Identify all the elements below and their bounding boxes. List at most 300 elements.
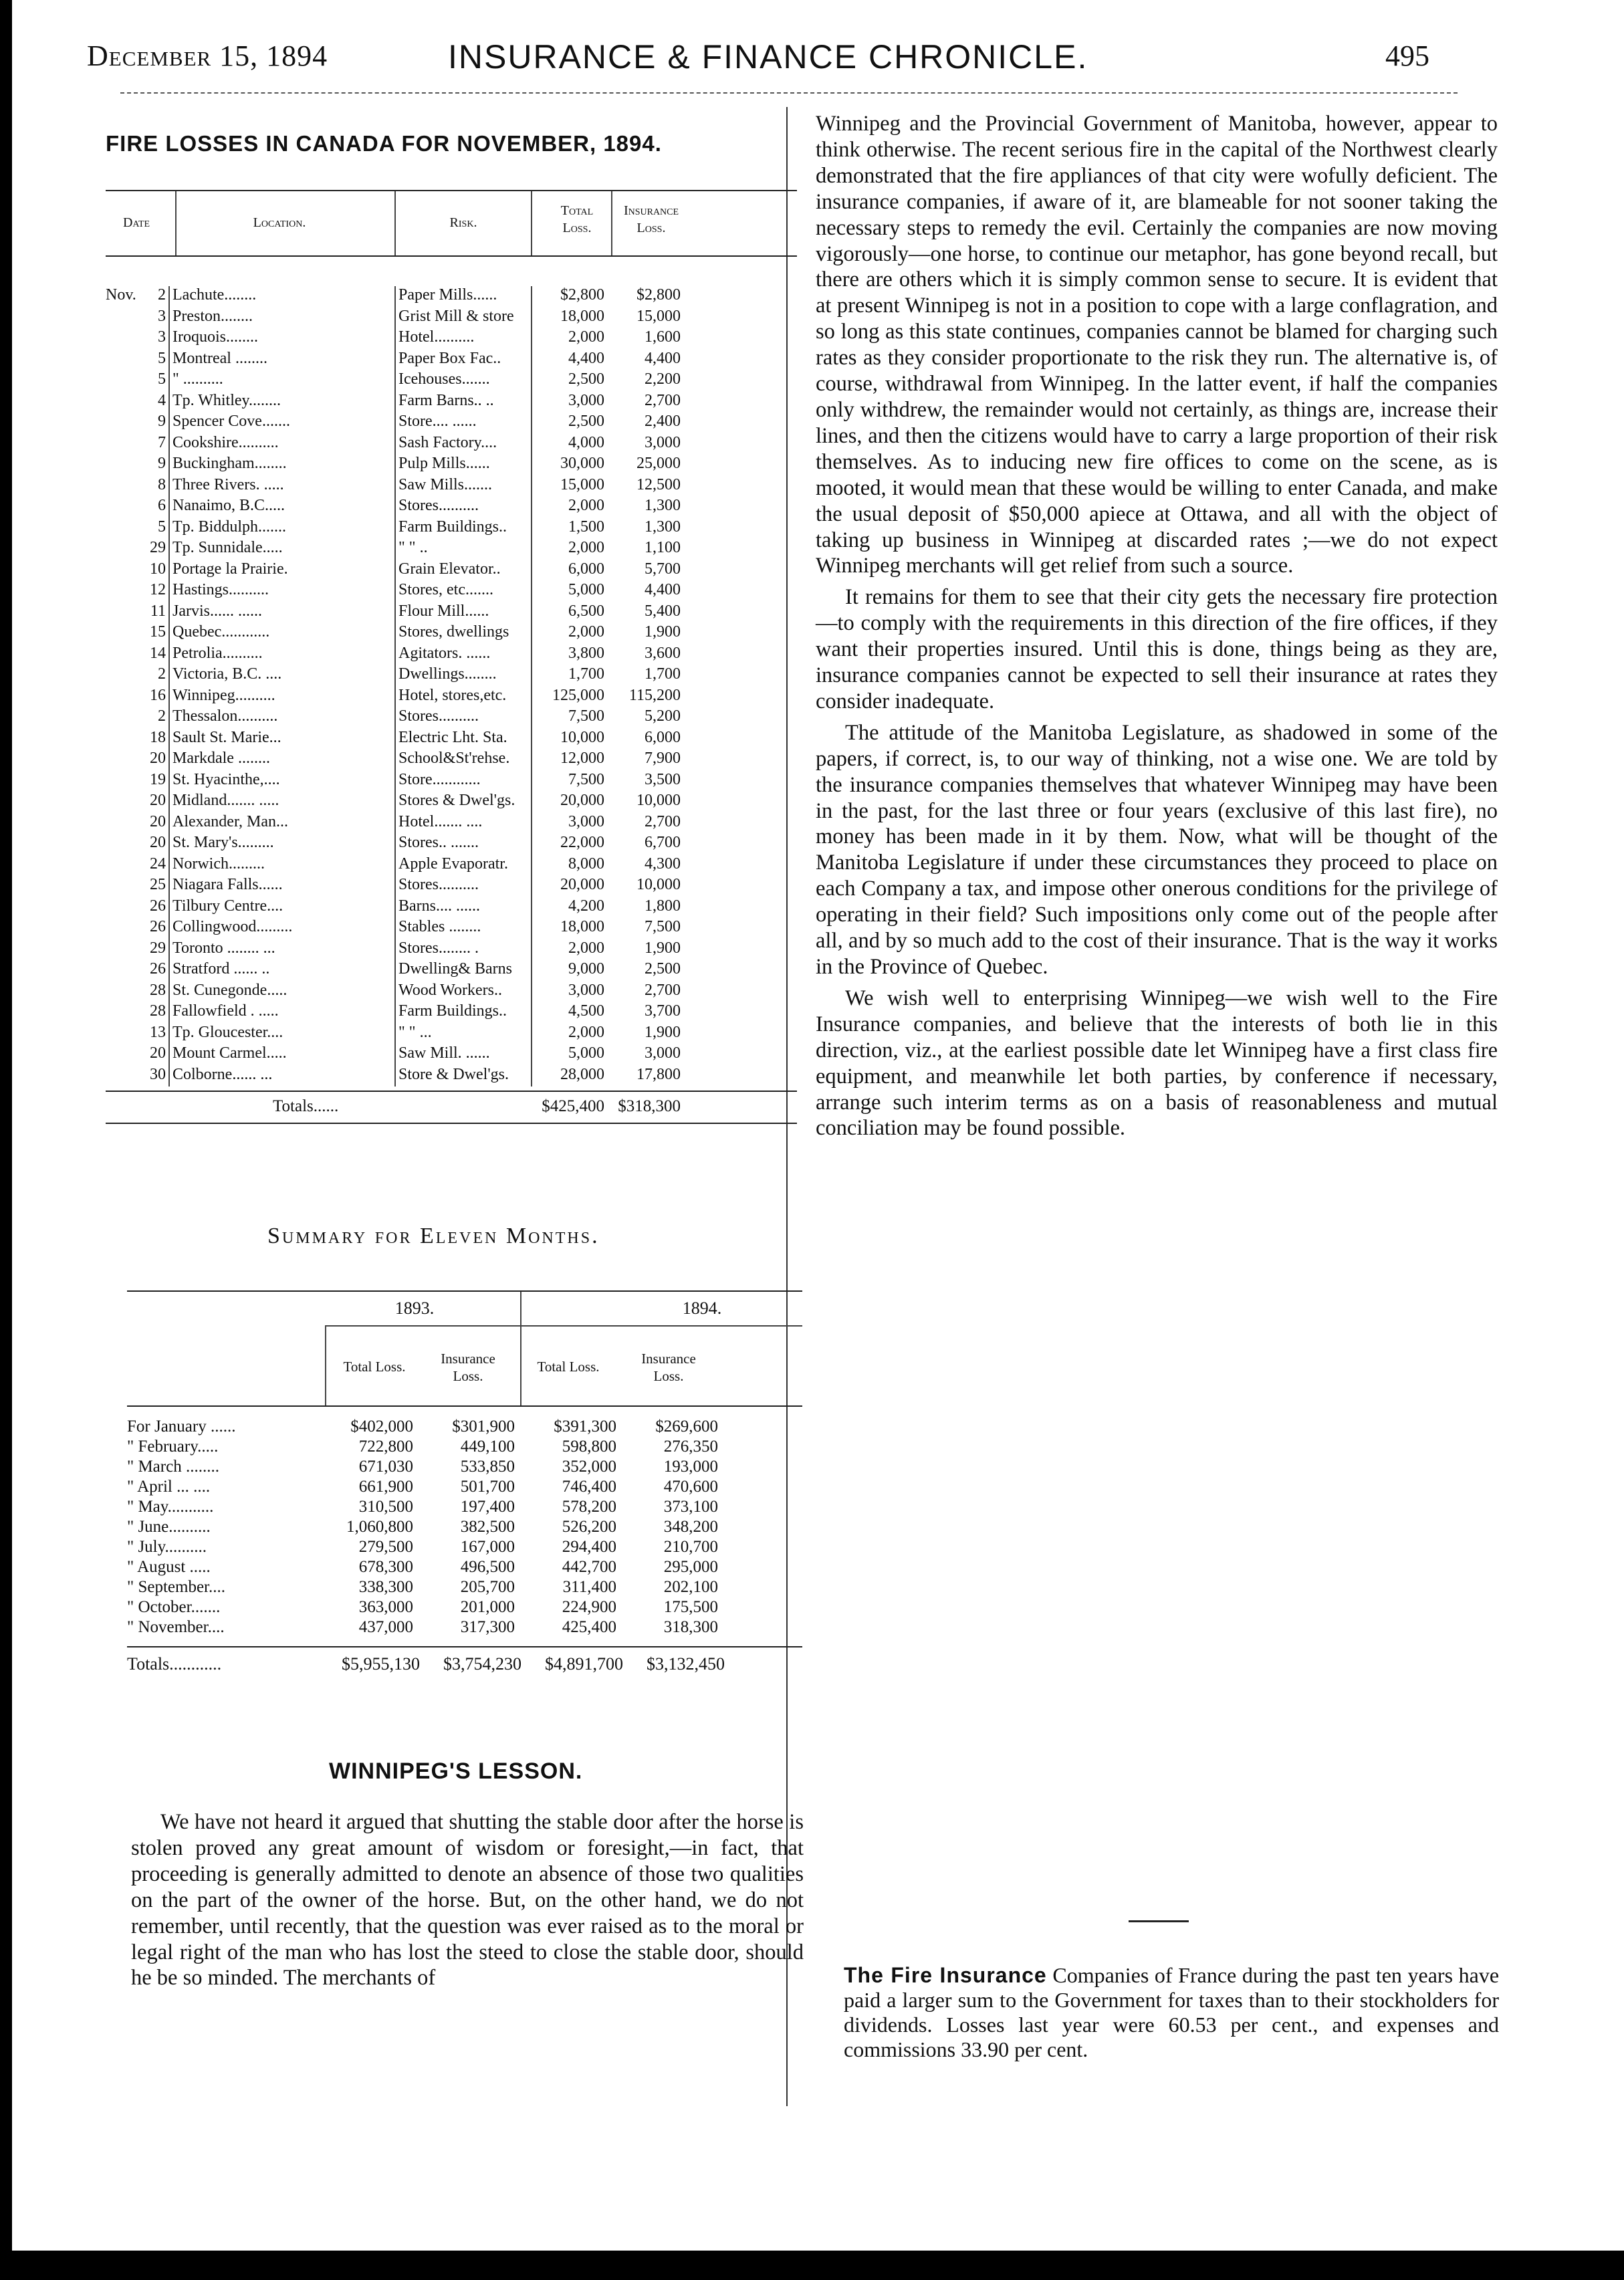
table-row bbox=[106, 750, 797, 771]
row-day: 28 bbox=[150, 981, 166, 999]
row-day: 11 bbox=[150, 602, 166, 620]
table-row bbox=[106, 897, 797, 919]
row-total-loss: 18,000 bbox=[560, 918, 604, 935]
row-value-b: 317,300 bbox=[460, 1618, 515, 1636]
row-value-a: 437,000 bbox=[358, 1618, 413, 1636]
row-risk: Stores.......... bbox=[398, 497, 479, 514]
fire-losses-heading: FIRE LOSSES IN CANADA FOR NOVEMBER, 1894. bbox=[106, 131, 662, 156]
fire-losses-table bbox=[106, 190, 797, 1124]
row-value-c: $391,300 bbox=[554, 1417, 616, 1436]
table-row bbox=[106, 328, 797, 350]
row-location: Petrolia.......... bbox=[172, 644, 263, 662]
row-risk: Sash Factory.... bbox=[398, 433, 497, 451]
row-insurance-loss: 15,000 bbox=[636, 307, 681, 325]
table-row bbox=[106, 286, 797, 308]
table-row bbox=[106, 960, 797, 982]
row-value-c: 294,400 bbox=[562, 1538, 616, 1556]
row-risk: Stores........ . bbox=[398, 939, 479, 957]
row-risk: Farm Buildings.. bbox=[398, 518, 507, 536]
table-row bbox=[106, 707, 797, 729]
row-risk: Store.... ...... bbox=[398, 413, 477, 430]
row-total-loss: 4,500 bbox=[568, 1002, 604, 1020]
row-value-d: 348,200 bbox=[663, 1518, 718, 1536]
row-location: Portage la Prairie. bbox=[172, 560, 288, 578]
row-day: 20 bbox=[150, 792, 166, 809]
row-location: Three Rivers. ..... bbox=[172, 475, 284, 493]
table-row bbox=[106, 623, 797, 645]
row-day: 10 bbox=[150, 560, 166, 578]
row-insurance-loss: 1,700 bbox=[645, 665, 681, 683]
row-risk: Dwelling& Barns bbox=[398, 960, 512, 978]
row-total-loss: 3,800 bbox=[568, 644, 604, 662]
row-location: Tp. Sunnidale..... bbox=[172, 539, 283, 556]
row-risk: Saw Mills....... bbox=[398, 475, 493, 493]
row-insurance-loss: 3,000 bbox=[645, 1044, 681, 1062]
row-day: 15 bbox=[150, 623, 166, 641]
row-risk: Apple Evaporatr. bbox=[398, 854, 508, 873]
table-row bbox=[106, 687, 797, 708]
row-value-b: 382,500 bbox=[460, 1518, 515, 1536]
row-risk: Farm Buildings.. bbox=[398, 1002, 507, 1020]
table-row bbox=[127, 1438, 802, 1458]
row-value-a: 310,500 bbox=[358, 1498, 413, 1516]
row-total-loss: 20,000 bbox=[560, 876, 604, 893]
row-total-loss: 22,000 bbox=[560, 834, 604, 851]
table-row bbox=[106, 1024, 797, 1045]
row-insurance-loss: 2,500 bbox=[645, 960, 681, 978]
row-risk: Stores.......... bbox=[398, 876, 479, 893]
row-location: Sault St. Marie... bbox=[172, 728, 281, 746]
row-month: " March ........ bbox=[127, 1458, 219, 1476]
col-date-header: Date bbox=[122, 215, 150, 230]
row-insurance-loss: 7,500 bbox=[645, 918, 681, 935]
row-total-loss: 6,500 bbox=[568, 602, 604, 620]
table-row bbox=[106, 581, 797, 602]
row-day: 3 bbox=[158, 328, 166, 346]
row-insurance-loss: 12,500 bbox=[636, 475, 681, 493]
table-row bbox=[106, 413, 797, 434]
row-value-b: 205,700 bbox=[460, 1578, 515, 1596]
row-day: 25 bbox=[150, 876, 166, 893]
france-note bbox=[844, 1963, 1499, 2062]
row-total-loss: 8,000 bbox=[568, 854, 604, 873]
row-risk: Store & Dwel'gs. bbox=[398, 1065, 509, 1083]
row-insurance-loss: 3,500 bbox=[645, 770, 681, 788]
row-total-loss: 4,000 bbox=[568, 433, 604, 451]
summary-total-b: $3,754,230 bbox=[443, 1654, 521, 1674]
row-total-loss: 6,000 bbox=[568, 560, 604, 578]
row-day: 5 bbox=[158, 370, 166, 388]
table-row bbox=[106, 813, 797, 834]
row-total-loss: 7,500 bbox=[568, 707, 604, 725]
row-day: 12 bbox=[150, 581, 166, 598]
table-row bbox=[106, 602, 797, 624]
table-row bbox=[106, 370, 797, 392]
summary-table bbox=[127, 1290, 802, 1680]
row-location: Norwich......... bbox=[172, 854, 265, 873]
fire-losses-totals-row bbox=[106, 1091, 797, 1124]
row-insurance-loss: 2,700 bbox=[645, 981, 681, 999]
row-month: " May........... bbox=[127, 1498, 214, 1516]
row-value-b: $301,900 bbox=[452, 1417, 515, 1436]
row-day: 5 bbox=[158, 349, 166, 367]
row-risk: Stores, dwellings bbox=[398, 623, 509, 641]
row-risk: Stores & Dwel'gs. bbox=[398, 792, 515, 809]
row-value-c: 578,200 bbox=[562, 1498, 616, 1516]
table-row bbox=[106, 1044, 797, 1066]
row-month: " October....... bbox=[127, 1598, 221, 1616]
row-day: 24 bbox=[150, 854, 166, 873]
summary-total-a: $5,955,130 bbox=[342, 1654, 420, 1674]
row-total-loss: 3,000 bbox=[568, 812, 604, 830]
col-ins-loss-1893-2: Loss. bbox=[453, 1368, 483, 1384]
row-value-c: 224,900 bbox=[562, 1598, 616, 1616]
row-risk: Icehouses....... bbox=[398, 370, 490, 388]
row-total-loss: 28,000 bbox=[560, 1065, 604, 1083]
row-insurance-loss: 10,000 bbox=[636, 876, 681, 893]
row-location: Preston........ bbox=[172, 307, 253, 325]
table-row bbox=[106, 1002, 797, 1024]
row-insurance-loss: 4,400 bbox=[645, 581, 681, 598]
row-total-loss: 5,000 bbox=[568, 581, 604, 598]
article-paragraph: We have not heard it argued that shutting the stable door after the horse is stolen proved any great amount of wisdom or foresight,—in fact, that proceeding is generally admitted to denote an absence of those two qualities on the part of the owner of the horse. But, on the other hand, we do not remember, until recently, that the question was ever raised as to the moral or legal right of the man who has lost the steed to close the stable door, should he be so minded. The merchants of bbox=[131, 1810, 804, 1990]
row-insurance-loss: 25,000 bbox=[636, 455, 681, 472]
row-total-loss: 18,000 bbox=[560, 307, 604, 325]
row-value-a: 363,000 bbox=[358, 1598, 413, 1616]
header-date: December 15, 1894 bbox=[87, 39, 328, 72]
table-row bbox=[127, 1458, 802, 1478]
article-paragraph: Winnipeg and the Provincial Government of Manitoba, however, appear to think otherwise. The recent serious fire in the capital of the Northwest clearly demonstrated that the fire appliances of that city were wofully deficient. The insurance companies, if aware of it, are blameable for not sooner taking the necessary steps to remedy the evil. Certainly the companies are now moving vigorously—one horse, to continue our metaphor, has gone beyond recall, but there are others which it is simply common sense to secure. It is evident that at present Winnipeg is not in a position to cope with a large conflagration, and so long as this state continues, companies cannot be blamed for charging such rates as they consider proportionate to the risk they run. The alternative is, of course, withdrawal from Winnipeg. In the latter event, if half the companies only withdrew, the remainder would not certainly, as things are, increase their lines, and then the citizens would have to carry a large proportion of their risk themselves. As to inducing new fire offices to come on the scene, as is mooted, it would mean that these would be willing to enter Canada, and make the usual deposit of $50,000 apiece at Ottawa, and all with the object of taking up business in Winnipeg at discarded rates ;—we do not expect Winnipeg merchants will get relief from such a source. bbox=[816, 112, 1498, 578]
header-title: INSURANCE & FINANCE CHRONICLE. bbox=[448, 38, 1088, 76]
row-month: Nov. bbox=[106, 286, 136, 304]
fire-totals-label: Totals...... bbox=[273, 1097, 339, 1115]
row-insurance-loss: 17,800 bbox=[636, 1065, 681, 1083]
table-row bbox=[106, 792, 797, 813]
row-location: Tp. Biddulph....... bbox=[172, 518, 287, 536]
row-day: 2 bbox=[158, 665, 166, 683]
row-day: 18 bbox=[150, 728, 166, 746]
row-location: Thessalon.......... bbox=[172, 707, 278, 725]
row-month: " April ... .... bbox=[127, 1478, 211, 1496]
row-location: Lachute........ bbox=[172, 286, 257, 304]
fire-losses-table-header bbox=[106, 190, 797, 257]
table-row bbox=[127, 1538, 802, 1558]
row-risk: Hotel, stores,etc. bbox=[398, 686, 507, 704]
row-total-loss: 20,000 bbox=[560, 792, 604, 809]
row-day: 3 bbox=[158, 307, 166, 325]
scan-edge-bottom bbox=[0, 2251, 1624, 2280]
row-total-loss: 30,000 bbox=[560, 455, 604, 472]
row-total-loss: 4,200 bbox=[568, 897, 604, 915]
section-separator bbox=[1129, 1920, 1189, 1922]
table-row bbox=[106, 350, 797, 371]
table-row bbox=[106, 771, 797, 792]
row-risk: " " ... bbox=[398, 1023, 432, 1041]
scan-edge-left bbox=[0, 0, 12, 2280]
row-value-a: 279,500 bbox=[358, 1538, 413, 1556]
row-day: 30 bbox=[150, 1065, 166, 1083]
row-value-b: 449,100 bbox=[460, 1438, 515, 1456]
row-location: Alexander, Man... bbox=[172, 812, 288, 830]
col-divider bbox=[531, 191, 532, 255]
winnipeg-lesson-heading: WINNIPEG'S LESSON. bbox=[329, 1758, 583, 1784]
table-row bbox=[106, 918, 797, 939]
article-right-column bbox=[816, 111, 1498, 1141]
col-divider bbox=[325, 1325, 326, 1405]
row-day: 20 bbox=[150, 750, 166, 767]
article-left-column bbox=[131, 1809, 804, 1991]
row-total-loss: 3,000 bbox=[568, 391, 604, 409]
row-insurance-loss: 2,200 bbox=[645, 370, 681, 388]
row-value-a: $402,000 bbox=[350, 1417, 413, 1436]
table-row bbox=[106, 539, 797, 560]
row-value-d: $269,600 bbox=[655, 1417, 718, 1436]
row-location: Tp. Whitley........ bbox=[172, 391, 281, 409]
col-total-header-1: Total bbox=[560, 203, 594, 218]
row-value-c: 352,000 bbox=[562, 1458, 616, 1476]
row-value-b: 533,850 bbox=[460, 1458, 515, 1476]
summary-heading: Summary for Eleven Months. bbox=[267, 1224, 600, 1248]
col-ins-header-2: Loss. bbox=[636, 221, 666, 235]
table-row bbox=[127, 1518, 802, 1538]
row-insurance-loss: 5,400 bbox=[645, 602, 681, 620]
row-total-loss: 2,500 bbox=[568, 370, 604, 388]
row-location: Spencer Cove....... bbox=[172, 413, 290, 430]
year-rule bbox=[325, 1325, 802, 1327]
row-total-loss: 1,700 bbox=[568, 665, 604, 683]
row-location: Nanaimo, B.C..... bbox=[172, 497, 285, 514]
row-location: St. Mary's......... bbox=[172, 834, 274, 851]
row-value-d: 202,100 bbox=[663, 1578, 718, 1596]
row-insurance-loss: 2,700 bbox=[645, 812, 681, 830]
row-month: For January ...... bbox=[127, 1417, 236, 1436]
row-total-loss: 2,000 bbox=[568, 497, 604, 514]
row-location: Toronto ........ ... bbox=[172, 939, 275, 957]
row-insurance-loss: 5,700 bbox=[645, 560, 681, 578]
row-location: Colborne...... ... bbox=[172, 1065, 273, 1083]
row-insurance-loss: 1,300 bbox=[645, 518, 681, 536]
row-total-loss: 2,000 bbox=[568, 328, 604, 346]
table-row bbox=[106, 434, 797, 455]
row-total-loss: 2,000 bbox=[568, 1023, 604, 1041]
row-day: 16 bbox=[150, 686, 166, 704]
row-day: 6 bbox=[158, 497, 166, 514]
summary-totals-row bbox=[127, 1646, 802, 1680]
row-value-b: 167,000 bbox=[460, 1538, 515, 1556]
row-risk: Store............ bbox=[398, 770, 481, 788]
row-insurance-loss: 4,300 bbox=[645, 854, 681, 873]
table-row bbox=[106, 645, 797, 666]
row-location: Collingwood......... bbox=[172, 918, 293, 935]
fire-totals-total: $425,400 bbox=[542, 1097, 604, 1115]
row-location: Tp. Gloucester.... bbox=[172, 1023, 283, 1041]
row-risk: Grist Mill & store bbox=[398, 307, 514, 325]
row-day: 4 bbox=[158, 391, 166, 409]
table-row bbox=[106, 455, 797, 476]
row-risk: Hotel....... .... bbox=[398, 812, 483, 830]
row-day: 29 bbox=[150, 539, 166, 556]
col-ins-loss-1894-2: Loss. bbox=[653, 1368, 684, 1384]
table-row bbox=[106, 560, 797, 582]
year-1894: 1894. bbox=[682, 1298, 722, 1318]
row-value-a: 678,300 bbox=[358, 1558, 413, 1576]
table-row bbox=[127, 1618, 802, 1638]
table-row bbox=[127, 1478, 802, 1498]
row-value-a: 671,030 bbox=[358, 1458, 413, 1476]
row-total-loss: 12,000 bbox=[560, 750, 604, 767]
row-total-loss: 2,000 bbox=[568, 939, 604, 957]
row-risk: School&St'rehse. bbox=[398, 750, 510, 767]
table-row bbox=[127, 1558, 802, 1578]
row-value-c: 425,400 bbox=[562, 1618, 616, 1636]
row-value-c: 598,800 bbox=[562, 1438, 616, 1456]
table-row bbox=[106, 876, 797, 897]
col-location-header: Location. bbox=[253, 215, 306, 230]
col-total-loss-1893: Total Loss. bbox=[343, 1359, 406, 1375]
row-location: Fallowfield . ..... bbox=[172, 1002, 279, 1020]
row-location: Victoria, B.C. .... bbox=[172, 665, 282, 683]
fire-losses-table-body bbox=[106, 286, 797, 1087]
row-value-d: 193,000 bbox=[663, 1458, 718, 1476]
row-insurance-loss: 1,900 bbox=[645, 939, 681, 957]
row-value-d: 295,000 bbox=[663, 1558, 718, 1576]
table-row bbox=[106, 729, 797, 750]
col-divider bbox=[175, 191, 177, 255]
row-total-loss: 10,000 bbox=[560, 728, 604, 746]
row-value-c: 526,200 bbox=[562, 1518, 616, 1536]
row-insurance-loss: 5,200 bbox=[645, 707, 681, 725]
row-value-c: 311,400 bbox=[562, 1578, 616, 1596]
col-ins-loss-1894-1: Insurance bbox=[641, 1351, 696, 1367]
row-total-loss: $2,800 bbox=[560, 286, 604, 304]
row-insurance-loss: 1,600 bbox=[645, 328, 681, 346]
row-day: 7 bbox=[158, 433, 166, 451]
row-total-loss: 15,000 bbox=[560, 475, 604, 493]
row-value-a: 338,300 bbox=[358, 1578, 413, 1596]
row-location: Jarvis...... ...... bbox=[172, 602, 262, 620]
row-total-loss: 7,500 bbox=[568, 770, 604, 788]
row-total-loss: 1,500 bbox=[568, 518, 604, 536]
row-value-d: 210,700 bbox=[663, 1538, 718, 1556]
row-value-d: 470,600 bbox=[663, 1478, 718, 1496]
row-insurance-loss: 1,900 bbox=[645, 623, 681, 641]
row-insurance-loss: $2,800 bbox=[636, 286, 681, 304]
row-value-c: 746,400 bbox=[562, 1478, 616, 1496]
row-month: " September.... bbox=[127, 1578, 225, 1596]
row-risk: Saw Mill. ...... bbox=[398, 1044, 490, 1062]
row-risk: Stores.......... bbox=[398, 707, 479, 725]
summary-total-d: $3,132,450 bbox=[647, 1654, 725, 1674]
row-risk: Stables ........ bbox=[398, 918, 481, 935]
page-number: 495 bbox=[1385, 39, 1429, 72]
row-risk: Paper Box Fac.. bbox=[398, 349, 501, 367]
row-day: 20 bbox=[150, 812, 166, 830]
row-risk: Barns.... ...... bbox=[398, 897, 480, 915]
row-risk: " " .. bbox=[398, 539, 428, 556]
col-total-loss-1894: Total Loss. bbox=[537, 1359, 600, 1375]
row-insurance-loss: 3,700 bbox=[645, 1002, 681, 1020]
row-insurance-loss: 3,000 bbox=[645, 433, 681, 451]
table-row bbox=[106, 834, 797, 855]
col-divider bbox=[520, 1292, 521, 1405]
row-insurance-loss: 115,200 bbox=[628, 686, 681, 704]
summary-totals-label: Totals............ bbox=[127, 1654, 222, 1674]
row-value-b: 197,400 bbox=[460, 1498, 515, 1516]
row-risk: Hotel.......... bbox=[398, 328, 475, 346]
header-rule bbox=[120, 92, 1458, 94]
row-risk: Paper Mills...... bbox=[398, 286, 497, 304]
row-insurance-loss: 6,000 bbox=[645, 728, 681, 746]
summary-table-body bbox=[127, 1417, 802, 1638]
row-value-a: 661,900 bbox=[358, 1478, 413, 1496]
row-location: Stratford ...... .. bbox=[172, 960, 270, 978]
row-day: 19 bbox=[150, 770, 166, 788]
row-day: 9 bbox=[158, 455, 166, 472]
row-insurance-loss: 1,900 bbox=[645, 1023, 681, 1041]
table-row bbox=[106, 476, 797, 497]
table-row bbox=[106, 855, 797, 877]
row-total-loss: 2,000 bbox=[568, 623, 604, 641]
row-insurance-loss: 2,400 bbox=[645, 413, 681, 430]
row-location: St. Cunegonde..... bbox=[172, 981, 287, 999]
row-risk: Flour Mill...... bbox=[398, 602, 489, 620]
col-total-header-2: Loss. bbox=[562, 221, 592, 235]
france-note-lead: The Fire Insurance bbox=[844, 1963, 1047, 1987]
table-row bbox=[127, 1578, 802, 1598]
row-value-c: 442,700 bbox=[562, 1558, 616, 1576]
row-value-d: 175,500 bbox=[663, 1598, 718, 1616]
row-total-loss: 2,000 bbox=[568, 539, 604, 556]
france-note-body: Companies of France during the past ten years have paid a larger sum to the Government for taxes than to their stockholders for dividends. Losses last year were 60.53 per cent., and expenses and commissions 33.90 per cent. bbox=[844, 1963, 1500, 2061]
summary-table-header bbox=[127, 1290, 802, 1407]
table-row bbox=[106, 982, 797, 1003]
col-divider bbox=[611, 191, 612, 255]
table-row bbox=[106, 939, 797, 961]
row-location: Tilbury Centre.... bbox=[172, 897, 283, 915]
row-risk: Dwellings........ bbox=[398, 665, 497, 683]
row-location: Winnipeg.......... bbox=[172, 686, 275, 704]
row-value-d: 276,350 bbox=[663, 1438, 718, 1456]
row-value-a: 722,800 bbox=[358, 1438, 413, 1456]
table-row bbox=[106, 665, 797, 687]
col-ins-loss-1893-1: Insurance bbox=[441, 1351, 495, 1367]
table-row bbox=[127, 1598, 802, 1618]
col-divider bbox=[394, 191, 396, 255]
row-day: 26 bbox=[150, 897, 166, 915]
row-day: 20 bbox=[150, 834, 166, 851]
table-row bbox=[106, 308, 797, 329]
table-row bbox=[106, 392, 797, 413]
summary-total-c: $4,891,700 bbox=[545, 1654, 623, 1674]
row-insurance-loss: 4,400 bbox=[645, 349, 681, 367]
row-risk: Stores, etc....... bbox=[398, 581, 493, 598]
row-day: 20 bbox=[150, 1044, 166, 1062]
row-total-loss: 2,500 bbox=[568, 413, 604, 430]
row-day: 9 bbox=[158, 413, 166, 430]
article-paragraph: We wish well to enterprising Winnipeg—we wish well to the Fire Insurance companies, and believe that the interests of both lie in this direction, viz., at the earliest possible date let Winnipeg have a first class fire equipment, and meanwhile let both parties, by conference if necessary, arrange such interim terms as on a basis of reasonableness and mutual conciliation may be found possible. bbox=[816, 986, 1498, 1141]
row-month: " November.... bbox=[127, 1618, 225, 1636]
row-value-a: 1,060,800 bbox=[346, 1518, 413, 1536]
row-total-loss: 125,000 bbox=[552, 686, 604, 704]
row-location: " .......... bbox=[172, 370, 223, 388]
row-location: Markdale ........ bbox=[172, 750, 270, 767]
row-value-b: 201,000 bbox=[460, 1598, 515, 1616]
article-paragraph: The attitude of the Manitoba Legislature, as shadowed in some of the papers, if correct, is, to our way of thinking, not a wise one. We are told by the insurance companies themselves that whatever Winnipeg may have been in the past, for the last three or four years (exclusive of this last fire), no money has been made in it by them. Now, what will be thought of the Manitoba Legislature if under these circumstances they proceed to place on each Company a tax, and impose other onerous conditions for the privilege of operating in their field? Such impositions only come out of the people after all, and by so much add to the cost of their insurance. That is the way it works in the Province of Quebec. bbox=[816, 720, 1498, 979]
row-total-loss: 4,400 bbox=[568, 349, 604, 367]
row-value-b: 501,700 bbox=[460, 1478, 515, 1496]
row-risk: Stores.. ....... bbox=[398, 834, 479, 851]
row-location: Buckingham........ bbox=[172, 455, 287, 472]
